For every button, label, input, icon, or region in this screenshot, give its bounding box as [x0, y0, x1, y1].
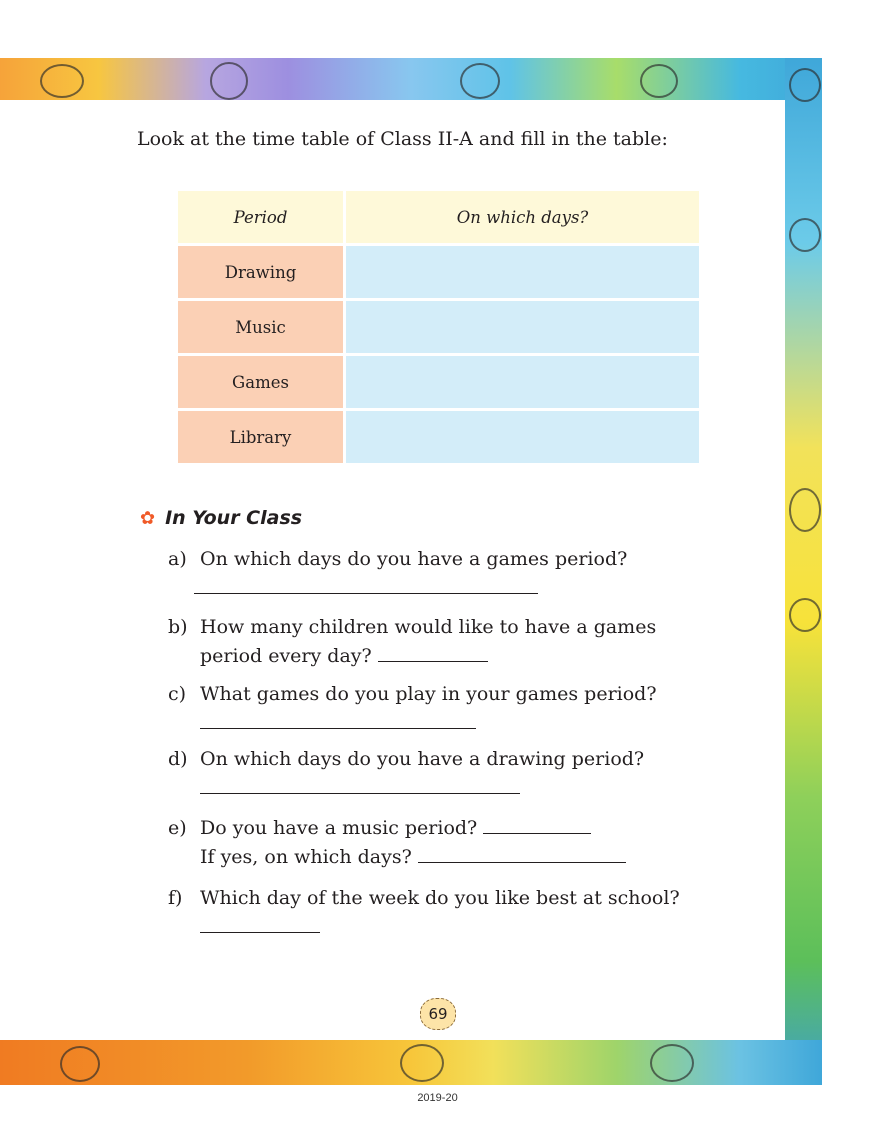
question-text: Which day of the week do you like best at school? [200, 887, 680, 909]
child-doodle-icon [60, 1046, 100, 1082]
table-row [178, 411, 699, 463]
period-cell: Library [178, 411, 343, 463]
question-text: If yes, on which days? [200, 846, 412, 868]
question-f [168, 884, 738, 942]
instruction-text: Look at the time table of Class II-A and fill in the table: [137, 128, 668, 150]
question-c [168, 680, 738, 738]
decorative-border-top [0, 58, 822, 100]
period-cell: Games [178, 356, 343, 408]
question-text: What games do you play in your games period? [200, 683, 657, 705]
page-number: 69 [420, 998, 456, 1030]
decorative-border-right [785, 58, 822, 1085]
child-doodle-icon [789, 598, 821, 632]
table-row [178, 356, 699, 408]
child-doodle-icon [40, 64, 84, 98]
days-cell[interactable] [346, 411, 699, 463]
question-text: On which days do you have a games period? [200, 548, 628, 570]
child-doodle-icon [789, 218, 821, 252]
answer-blank[interactable] [194, 575, 538, 594]
answer-blank[interactable] [483, 815, 591, 834]
child-doodle-icon [210, 62, 248, 100]
days-cell[interactable] [346, 301, 699, 353]
answer-blank[interactable] [418, 844, 626, 863]
question-label: a) [168, 548, 187, 570]
header-period: Period [178, 191, 343, 243]
question-label: f) [168, 887, 183, 909]
section-heading [140, 507, 302, 529]
days-cell[interactable] [346, 246, 699, 298]
table-row [178, 301, 699, 353]
child-doodle-icon [650, 1044, 694, 1082]
question-b [168, 613, 738, 671]
child-doodle-icon [640, 64, 678, 98]
basketball-hoop-icon [789, 488, 821, 532]
question-label: c) [168, 683, 187, 705]
child-doodle-icon [460, 63, 500, 99]
decorative-border-bottom [0, 1040, 822, 1085]
question-label: e) [168, 817, 187, 839]
header-days: On which days? [346, 191, 699, 243]
timetable-fill-table [175, 188, 702, 466]
answer-blank[interactable] [378, 643, 488, 662]
child-doodle-icon [400, 1044, 444, 1082]
answer-blank[interactable] [200, 914, 320, 933]
table-header-row [178, 191, 699, 243]
question-text: How many children would like to have a games [200, 616, 657, 638]
period-cell: Drawing [178, 246, 343, 298]
period-cell: Music [178, 301, 343, 353]
question-text: period every day? [200, 645, 372, 667]
question-a [168, 545, 738, 603]
question-text: Do you have a music period? [200, 817, 478, 839]
question-label: b) [168, 616, 188, 638]
table-row [178, 246, 699, 298]
child-doodle-icon [789, 68, 821, 102]
answer-blank[interactable] [200, 775, 520, 794]
edition-year: 2019-20 [417, 1092, 458, 1104]
flower-icon: ✿ [140, 508, 156, 529]
question-text: On which days do you have a drawing period? [200, 748, 645, 770]
section-title: In Your Class [165, 507, 303, 529]
answer-blank[interactable] [200, 710, 476, 729]
question-e [168, 814, 738, 872]
question-d [168, 745, 738, 803]
days-cell[interactable] [346, 356, 699, 408]
question-label: d) [168, 748, 188, 770]
